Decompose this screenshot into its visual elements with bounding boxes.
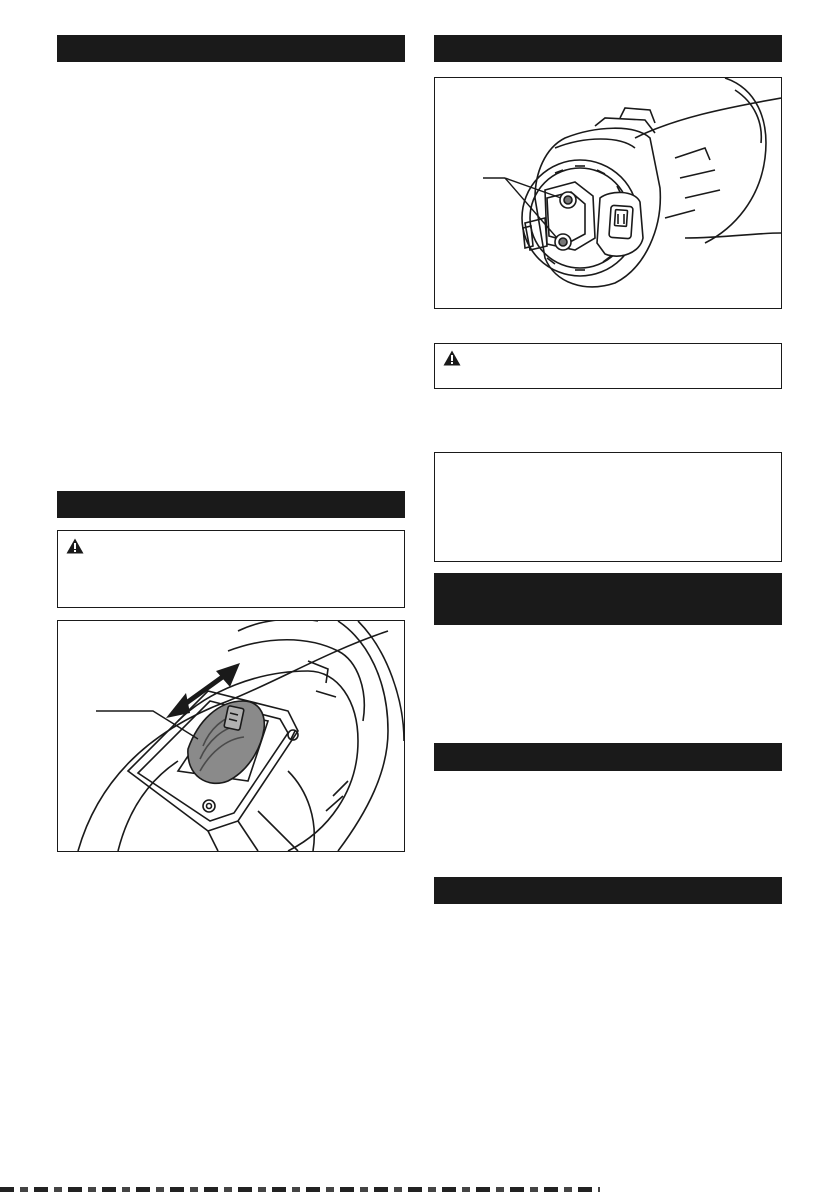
warning-triangle-icon <box>443 350 461 366</box>
bottom-edge-artifact <box>0 1187 600 1192</box>
figure-shaft-lock <box>434 77 782 309</box>
section-header-bar <box>57 35 405 62</box>
section-header-bar-tall <box>434 573 782 625</box>
section-header-bar <box>57 491 405 518</box>
section-header-bar <box>434 743 782 771</box>
section-header-bar <box>434 35 782 62</box>
note-box <box>434 452 782 562</box>
warning-box <box>57 530 405 608</box>
warning-triangle-icon <box>66 538 84 554</box>
section-header-bar <box>434 877 782 904</box>
figure-slide-switch <box>57 620 405 852</box>
warning-box <box>434 343 782 389</box>
